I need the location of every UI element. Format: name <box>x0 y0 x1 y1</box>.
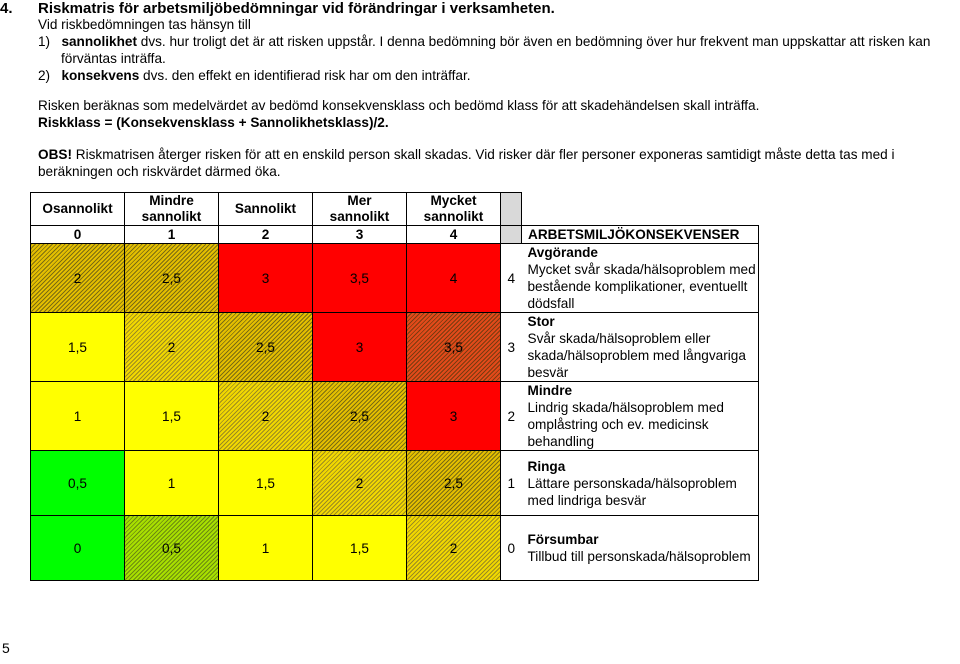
matrix-cell: 0,5 <box>125 516 219 581</box>
probability-value: 0 <box>31 226 125 244</box>
item-sannolikhet <box>38 33 930 50</box>
matrix-cell: 2 <box>313 451 407 516</box>
probability-values-row <box>31 226 759 244</box>
consequence-description: Försumbar Tillbud till personskada/hälsoproblem <box>522 516 759 581</box>
probability-value: 4 <box>407 226 501 244</box>
header-filler <box>501 226 522 244</box>
matrix-cell: 2 <box>125 313 219 382</box>
matrix-cell: 1,5 <box>125 382 219 451</box>
item-text: dvs. hur troligt det är att risken uppstår. I denna bedömning bör även en bedömning över hur frekvent man uppskattar att risken kan <box>136 34 931 49</box>
consequence-description: Ringa Lättare personskada/hälsoproblem med lindriga besvär <box>522 451 759 516</box>
header-filler <box>501 193 522 226</box>
matrix-cell: 1 <box>31 382 125 451</box>
risk-formula: Riskklass = (Konsekvensklass + Sannolikhetsklass)/2. <box>38 115 389 130</box>
probability-value: 3 <box>313 226 407 244</box>
probability-header: Osannolikt <box>31 193 125 226</box>
matrix-cell: 3 <box>219 244 313 313</box>
matrix-cell: 1 <box>219 516 313 581</box>
consequence-header: ARBETSMILJÖKONSEKVENSER <box>522 226 759 244</box>
matrix-cell: 2 <box>407 516 501 581</box>
matrix-cell: 2,5 <box>219 313 313 382</box>
item-konsekvens <box>38 67 471 84</box>
matrix-cell: 3,5 <box>407 313 501 382</box>
matrix-cell: 0,5 <box>31 451 125 516</box>
matrix-cell: 2 <box>219 382 313 451</box>
probability-header: Sannolikt <box>219 193 313 226</box>
section-title: Riskmatris för arbetsmiljöbedömningar vid förändringar i verksamheten. <box>38 0 555 17</box>
intro-line: Vid riskbedömningen tas hänsyn till <box>38 17 251 32</box>
matrix-row <box>31 244 759 313</box>
matrix-cell: 2,5 <box>407 451 501 516</box>
note-line <box>38 146 895 163</box>
consequence-class: 1 <box>501 451 522 516</box>
probability-value: 2 <box>219 226 313 244</box>
consequence-description: Avgörande Mycket svår skada/hälsoproblem med bestående komplikationer, eventuellt dödsfall <box>522 244 759 313</box>
consequence-description: Mindre Lindrig skada/hälsoproblem med omplåstring och ev. medicinsk behandling <box>522 382 759 451</box>
matrix-cell: 2,5 <box>313 382 407 451</box>
matrix-cell: 3 <box>313 313 407 382</box>
page-number: 5 <box>2 640 10 656</box>
item-number: 2) <box>38 68 51 83</box>
item-keyword: konsekvens <box>61 68 140 83</box>
matrix-cell: 1,5 <box>219 451 313 516</box>
matrix-row <box>31 516 759 581</box>
probability-header: Mer sannolikt <box>313 193 407 226</box>
probability-header: Mycket sannolikt <box>407 193 501 226</box>
note-label: OBS! <box>38 147 72 162</box>
consequence-class: 2 <box>501 382 522 451</box>
matrix-cell: 3,5 <box>313 244 407 313</box>
risk-matrix <box>30 192 759 581</box>
matrix-row <box>31 451 759 516</box>
item-keyword: sannolikhet <box>61 34 137 49</box>
matrix-cell: 0 <box>31 516 125 581</box>
calc-description: Risken beräknas som medelvärdet av bedömd konsekvensklass och bedömd klass för att skadehändelsen skall inträffa. <box>38 98 760 113</box>
consequence-description: Stor Svår skada/hälsoproblem eller skada/hälsoproblem med långvariga besvär <box>522 313 759 382</box>
probability-value: 1 <box>125 226 219 244</box>
matrix-cell: 2 <box>31 244 125 313</box>
matrix-cell: 1,5 <box>313 516 407 581</box>
probability-header: Mindre sannolikt <box>125 193 219 226</box>
matrix-cell: 4 <box>407 244 501 313</box>
item-number: 1) <box>38 34 51 49</box>
matrix-cell: 3 <box>407 382 501 451</box>
section-number: 4. <box>0 0 13 17</box>
matrix-cell: 1 <box>125 451 219 516</box>
item-continuation: förväntas inträffa. <box>61 51 166 66</box>
note-line-2: beräkningen och riskvärdet därmed öka. <box>38 164 281 179</box>
note-text: Riskmatrisen återger risken för att en enskild person skall skadas. Vid risker där fler personer exponeras samtidigt måste detta tas med i <box>71 147 895 162</box>
item-text: dvs. den effekt en identifierad risk har om den inträffar. <box>139 68 471 83</box>
matrix-row <box>31 313 759 382</box>
probability-header-row <box>31 193 759 226</box>
matrix-cell: 1,5 <box>31 313 125 382</box>
consequence-class: 4 <box>501 244 522 313</box>
consequence-class: 0 <box>501 516 522 581</box>
consequence-class: 3 <box>501 313 522 382</box>
matrix-cell: 2,5 <box>125 244 219 313</box>
matrix-row <box>31 382 759 451</box>
